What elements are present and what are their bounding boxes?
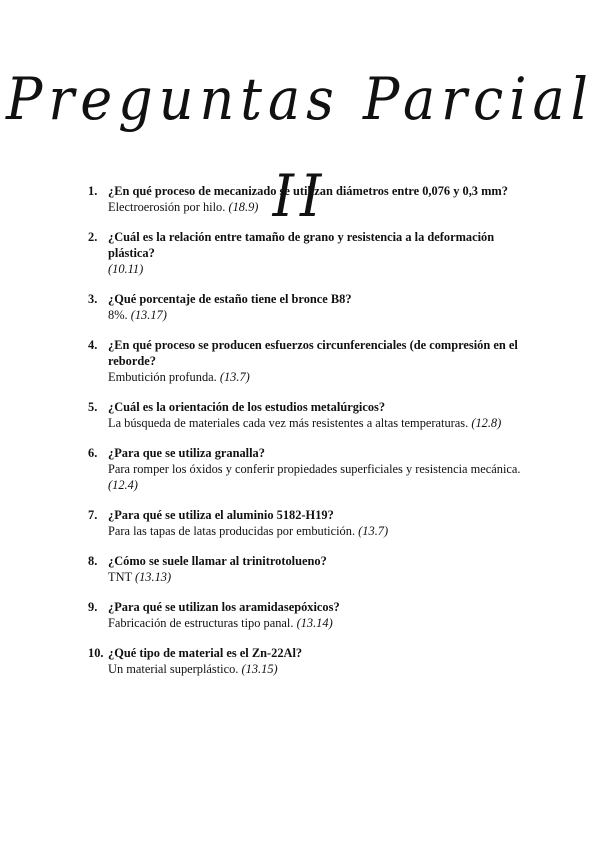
reference: (10.11) <box>108 262 144 276</box>
reference: (13.15) <box>241 662 278 676</box>
question-text: ¿Cuál es la relación entre tamaño de grano y resistencia a la deformación plástica? <box>108 230 495 260</box>
answer-text: Para romper los óxidos y conferir propiedades superficiales y resistencia mecánica. <box>108 462 521 476</box>
question-number: 8. <box>88 554 98 568</box>
question-number: 5. <box>88 400 98 414</box>
question-number: 6. <box>88 446 98 460</box>
page-title: Preguntas Parcial II <box>6 64 594 231</box>
question-item-9 <box>88 599 528 631</box>
question-list <box>88 183 528 691</box>
question-item-2 <box>88 229 528 277</box>
answer-line <box>108 369 528 385</box>
question-item-1 <box>88 183 528 215</box>
answer-text: La búsqueda de materiales cada vez más resistentes a altas temperaturas. <box>108 416 469 430</box>
reference: (13.17) <box>130 308 167 322</box>
question-text: ¿Qué tipo de material es el Zn-22Al? <box>108 646 303 660</box>
question-text: ¿Para qué se utilizan los aramidasepóxicos? <box>108 600 340 614</box>
reference: (12.4) <box>108 478 138 492</box>
answer-line <box>108 415 528 431</box>
answer-line <box>108 461 528 493</box>
question-item-4 <box>88 337 528 385</box>
answer-line <box>108 569 528 585</box>
reference: (13.7) <box>358 524 389 538</box>
answer-line <box>108 523 528 539</box>
answer-text: TNT <box>108 570 132 584</box>
question-number: 10. <box>88 646 104 660</box>
question-item-3 <box>88 291 528 323</box>
answer-text: Fabricación de estructuras tipo panal. <box>108 616 294 630</box>
question-text: ¿Para qué se utiliza el aluminio 5182-H19? <box>108 508 334 522</box>
question-text: ¿En qué proceso se producen esfuerzos circunferenciales (de compresión en el reborde? <box>108 338 518 368</box>
question-number: 1. <box>88 184 98 198</box>
question-number: 9. <box>88 600 98 614</box>
question-item-8 <box>88 553 528 585</box>
question-text: ¿Para que se utiliza granalla? <box>108 446 265 460</box>
question-item-10 <box>88 645 528 677</box>
question-number: 4. <box>88 338 98 352</box>
answer-line <box>108 615 528 631</box>
question-item-6 <box>88 445 528 493</box>
question-text: ¿Qué porcentaje de estaño tiene el bronce B8? <box>108 292 352 306</box>
question-number: 2. <box>88 230 98 244</box>
reference: (13.7) <box>219 370 250 384</box>
answer-line <box>108 307 528 323</box>
answer-line <box>108 261 528 277</box>
answer-text: Electroerosión por hilo. <box>108 200 226 214</box>
answer-text: Un material superplástico. <box>108 662 239 676</box>
answer-text: 8%. <box>108 308 128 322</box>
reference: (18.9) <box>228 200 259 214</box>
reference: (13.14) <box>296 616 333 630</box>
question-item-5 <box>88 399 528 431</box>
question-number: 7. <box>88 508 98 522</box>
question-text: ¿Cómo se suele llamar al trinitrotolueno? <box>108 554 327 568</box>
question-text: ¿Cuál es la orientación de los estudios metalúrgicos? <box>108 400 386 414</box>
question-text: ¿En qué proceso de mecanizado se utilizan diámetros entre 0,076 y 0,3 mm? <box>108 184 508 198</box>
answer-line <box>108 199 528 215</box>
question-number: 3. <box>88 292 98 306</box>
answer-line <box>108 661 528 677</box>
answer-text: Para las tapas de latas producidas por embutición. <box>108 524 356 538</box>
reference: (12.8) <box>471 416 502 430</box>
reference: (13.13) <box>134 570 172 584</box>
answer-text: Embutición profunda. <box>108 370 217 384</box>
question-item-7 <box>88 507 528 539</box>
